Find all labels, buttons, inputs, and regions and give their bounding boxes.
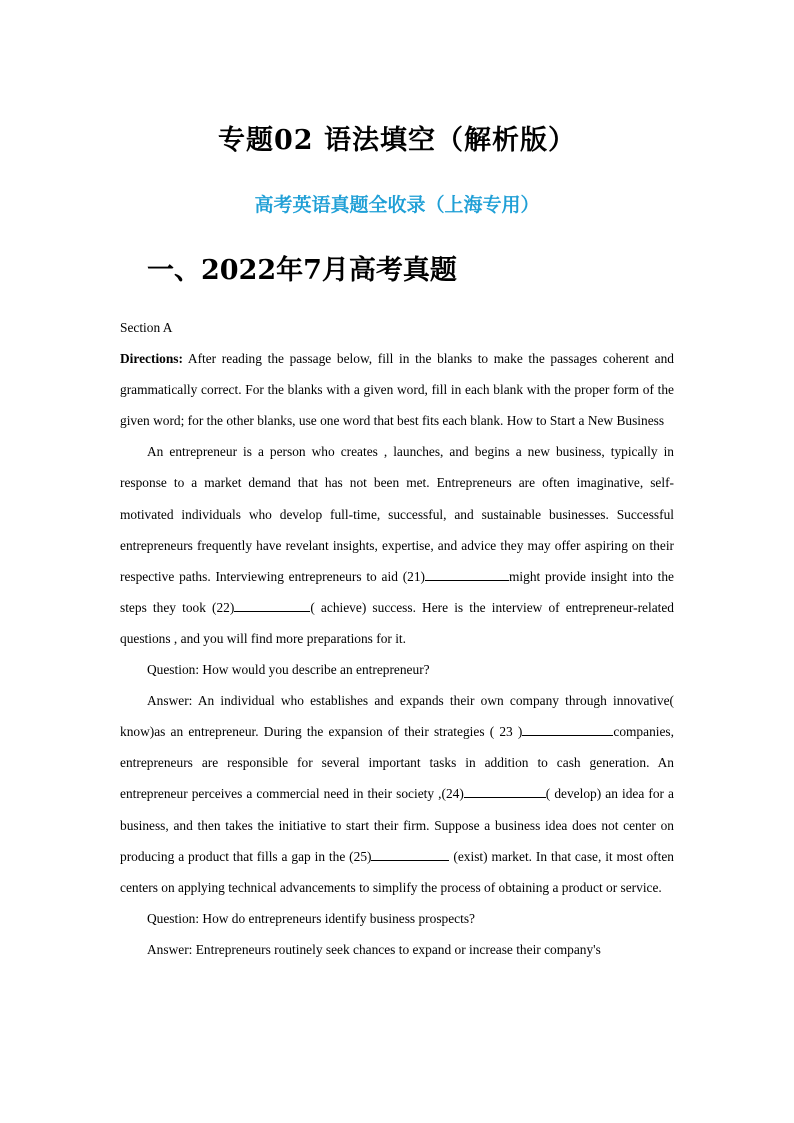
answer-1-part-1: Answer: An individual who establishes and expands their own company through innovative( know)as an entrepreneur. During the expansion of their strategies ( 23 ) [120,693,674,740]
passage-body [120,312,674,965]
section-heading: 一、2022年7月高考真题 [147,255,457,286]
blank-23[interactable] [522,722,613,736]
directions-paragraph [120,343,674,436]
section-label: Section A [120,320,173,335]
answer-1 [120,685,674,903]
question-1: Question: How would you describe an entrepreneur? [147,662,430,678]
blank-24[interactable] [464,784,546,798]
paragraph-intro-part-3: ( achieve) success. Here is the interview of entrepreneur-related questions , and you will find more preparations for it. [120,599,674,646]
answer-1-part-2: companies, entrepreneurs are responsible for several important tasks in addition to cash generation. An entrepreneur perceives a commercial need in their society ,(24) [120,724,674,802]
answer-1-part-4: (exist) market. In that case, it most often centers on applying technical advancements to simplify the process of obtaining a product or service. [120,848,675,895]
paragraph-intro-part-1: An entrepreneur is a person who creates , launches, and begins a new business, typically in response to a market demand that has not been met. Entrepreneurs are often imaginative, self-motivated individuals who develop full-time, successful, and sustainable businesses. Successful entrepreneurs frequently have revelant insights, expertise, and advice they may offer aspiring on their respective paths. Interviewing entrepreneurs to aid (21) [120,444,674,584]
blank-21[interactable] [425,567,509,581]
paragraph-intro-part-2: might provide insight into the steps they took (22) [120,568,674,615]
directions-text: After reading the passage below, fill in the blanks to make the passages coherent and grammatically correct. For the blanks with a given word, fill in each blank with the proper form of the given word; for the other blanks, use one word that best fits each blank. How to Start a New Business [120,351,674,429]
question-2: Question: How do entrepreneurs identify business prospects? [147,910,475,926]
blank-22[interactable] [234,598,310,612]
page-subtitle: 高考英语真题全收录（上海专用） [254,194,540,216]
directions-label: Directions: [120,351,183,367]
page-title: 专题02 语法填空（解析版） [218,125,576,156]
blank-25[interactable] [371,847,449,861]
paragraph-intro [120,436,674,654]
answer-1-part-3: ( develop) an idea for a business, and then takes the initiative to start their firm. Suppose a business idea does not center on producing a product that fills a gap in the (25) [120,786,674,864]
answer-2: Answer: Entrepreneurs routinely seek chances to expand or increase their company's [147,941,601,957]
